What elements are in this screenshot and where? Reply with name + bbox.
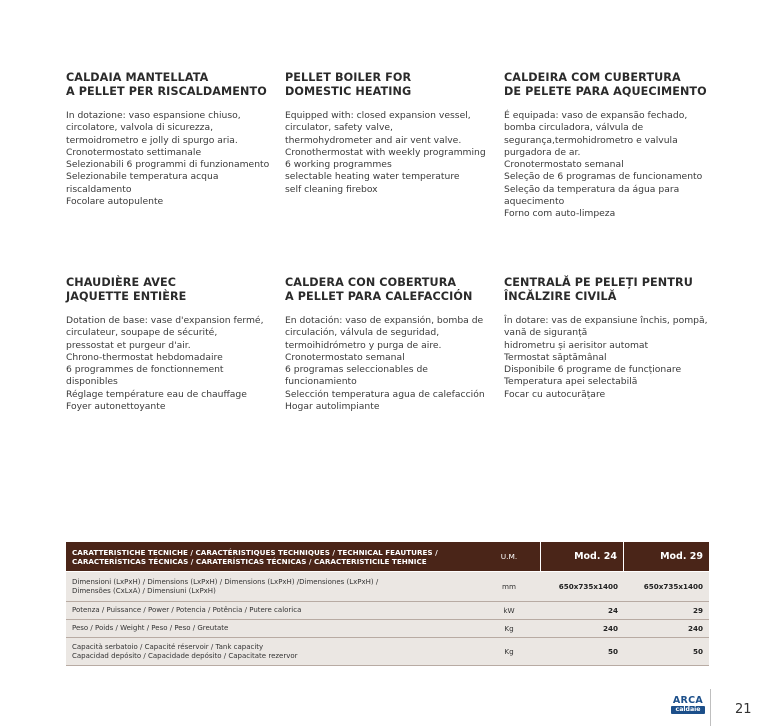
table-header-model-24: Mod. 24 — [540, 542, 624, 572]
section-line: hidrometru și aerisitor automat — [504, 339, 649, 351]
section-line: termoidrometro e jolly di spurgo aria. — [66, 134, 238, 146]
section-line: În dotare: vas de expansiune închis, pompă, — [504, 315, 708, 326]
section-line: circulator, safety valve, — [285, 122, 393, 134]
section-line: thermohydrometer and air vent valve. — [285, 134, 462, 146]
section-line: Réglage température eau de chauffage — [66, 388, 247, 400]
section-line: Cronothermostat with weekly programming — [285, 146, 486, 158]
section-line: Termostat săptămânal — [504, 351, 607, 363]
section-line: vană de siguranță — [504, 327, 588, 339]
row-unit: kW — [503, 606, 515, 615]
table-header-row — [66, 542, 709, 572]
row-unit: Kg — [504, 624, 514, 633]
section-line: Temperatura apei selectabilă — [504, 376, 638, 388]
section-title: CENTRALĂ PE PELEȚI PENTRU ÎNCĂLZIRE CIVILĂ — [504, 276, 693, 303]
section-ro — [504, 276, 712, 401]
logo-brand: ARCA — [672, 695, 704, 706]
section-line: Selezionabili 6 programmi di funzionamento — [66, 159, 270, 171]
row-value-mod29: 29 — [692, 606, 703, 615]
section-es — [285, 276, 493, 413]
section-line: Seleção da temperatura da água para — [504, 183, 680, 195]
table-header-unit: U.M. — [500, 552, 518, 561]
section-line: segurança,termohidrometro e valvula — [504, 134, 678, 146]
section-line: disponibles — [66, 376, 118, 388]
section-line: Cronotermostato settimanale — [66, 146, 202, 158]
section-line: bomba circuladora, válvula de — [504, 122, 644, 134]
table-header-model-29: Mod. 29 — [660, 550, 703, 562]
section-line: Chrono-thermostat hebdomadaire — [66, 351, 223, 363]
logo-sub: caldaie — [671, 706, 705, 714]
row-value-mod29: 240 — [687, 624, 703, 633]
section-title: CALDEIRA COM CUBERTURA DE PELETE PARA AQUECIMENTO — [504, 71, 707, 98]
page-number: 21 — [735, 702, 752, 717]
row-unit: mm — [501, 582, 516, 591]
row-label: Peso / Poids / Weight / Peso / Peso / Greutate — [72, 624, 229, 632]
row-value-mod29: 650x735x1400 — [643, 582, 703, 591]
section-line: Equipped with: closed expansion vessel, — [285, 110, 471, 121]
section-line: Selección temperatura agua de calefacción — [285, 388, 485, 400]
section-line: circolatore, valvola di sicurezza, — [66, 122, 214, 134]
section-line: Cronotermostato semanal — [285, 351, 405, 363]
row-value-mod24: 50 — [607, 647, 618, 656]
table-row — [66, 620, 709, 638]
section-line: funcionamiento — [285, 376, 357, 388]
table-row — [66, 638, 709, 666]
section-pt — [504, 71, 712, 221]
section-line: En dotación: vaso de expansión, bomba de — [285, 315, 484, 326]
section-line: selectable heating water temperature — [285, 171, 460, 183]
row-unit: Kg — [504, 647, 514, 656]
footer-divider — [710, 689, 711, 726]
section-line: circulación, válvula de seguridad, — [285, 327, 440, 339]
section-line: Focolare autopulente — [66, 196, 164, 208]
section-line: Seleção de 6 programas de funcionamento — [504, 171, 703, 183]
section-it — [66, 71, 274, 208]
section-line: 6 programmes de fonctionnement — [66, 364, 224, 376]
row-label: Dimensioni (LxPxH) / Dimensions (LxPxH) / Dimensions (LxPxH) /Dimensiones (LxPxH) / Dimensões (CxLxA) / Dimensiuni (LxPxH) — [72, 577, 379, 595]
row-value-mod24: 24 — [607, 606, 618, 615]
section-line: termoihidrómetro y purga de aire. — [285, 339, 442, 351]
technical-features-table — [66, 542, 709, 666]
section-line: self cleaning firebox — [285, 183, 378, 195]
section-line: Selezionabile temperatura acqua — [66, 171, 219, 183]
section-line: In dotazione: vaso espansione chiuso, — [66, 110, 241, 121]
arca-logo — [671, 696, 705, 714]
section-line: purgadora de ar. — [504, 146, 581, 158]
section-line: Disponibile 6 programe de funcționare — [504, 364, 682, 376]
section-line: Foyer autonettoyante — [66, 401, 166, 413]
row-value-mod24: 650x735x1400 — [558, 582, 618, 591]
section-line: riscaldamento — [66, 183, 132, 195]
section-line: aquecimento — [504, 196, 565, 208]
table-row — [66, 572, 709, 602]
section-line: Forno com auto-limpeza — [504, 208, 616, 220]
section-line: pressostat et purgeur d'air. — [66, 339, 191, 351]
section-line: 6 working programmes — [285, 159, 392, 171]
section-title: CHAUDIÈRE AVEC JAQUETTE ENTIÈRE — [66, 276, 187, 303]
section-line: Hogar autolimpiante — [285, 401, 380, 413]
row-label: Capacità serbatoio / Capacité réservoir / Tank capacity Capacidad depósito / Capacidade depósito / Capacitate rezervor — [72, 642, 298, 660]
section-en — [285, 71, 493, 196]
row-label: Potenza / Puissance / Power / Potencia / Potência / Putere calorica — [72, 606, 302, 614]
row-value-mod29: 50 — [692, 647, 703, 656]
section-title: PELLET BOILER FOR DOMESTIC HEATING — [285, 71, 412, 98]
table-row — [66, 602, 709, 620]
section-line: circulateur, soupape de sécurité, — [66, 327, 218, 339]
section-line: É equipada: vaso de expansão fechado, — [504, 110, 688, 121]
section-fr — [66, 276, 274, 413]
section-title: CALDAIA MANTELLATA A PELLET PER RISCALDAMENTO — [66, 71, 267, 98]
section-line: 6 programas seleccionables de — [285, 364, 428, 376]
section-title: CALDERA CON COBERTURA A PELLET PARA CALEFACCIÓN — [285, 276, 473, 303]
section-line: Cronotermostato semanal — [504, 159, 624, 171]
row-value-mod24: 240 — [602, 624, 618, 633]
section-line: Dotation de base: vase d'expansion fermé, — [66, 315, 264, 326]
section-line: Focar cu autocurățare — [504, 388, 606, 400]
table-header-label: CARATTERISTICHE TECNICHE / CARACTÉRISTIQUES TECHNIQUES / TECHNICAL FEAUTURES / CARACTERÍSTICAS TÉCNICAS / CARATERÍSTICAS TÉCNICAS / CARACTERISTICILE TEHNICE — [72, 547, 438, 566]
